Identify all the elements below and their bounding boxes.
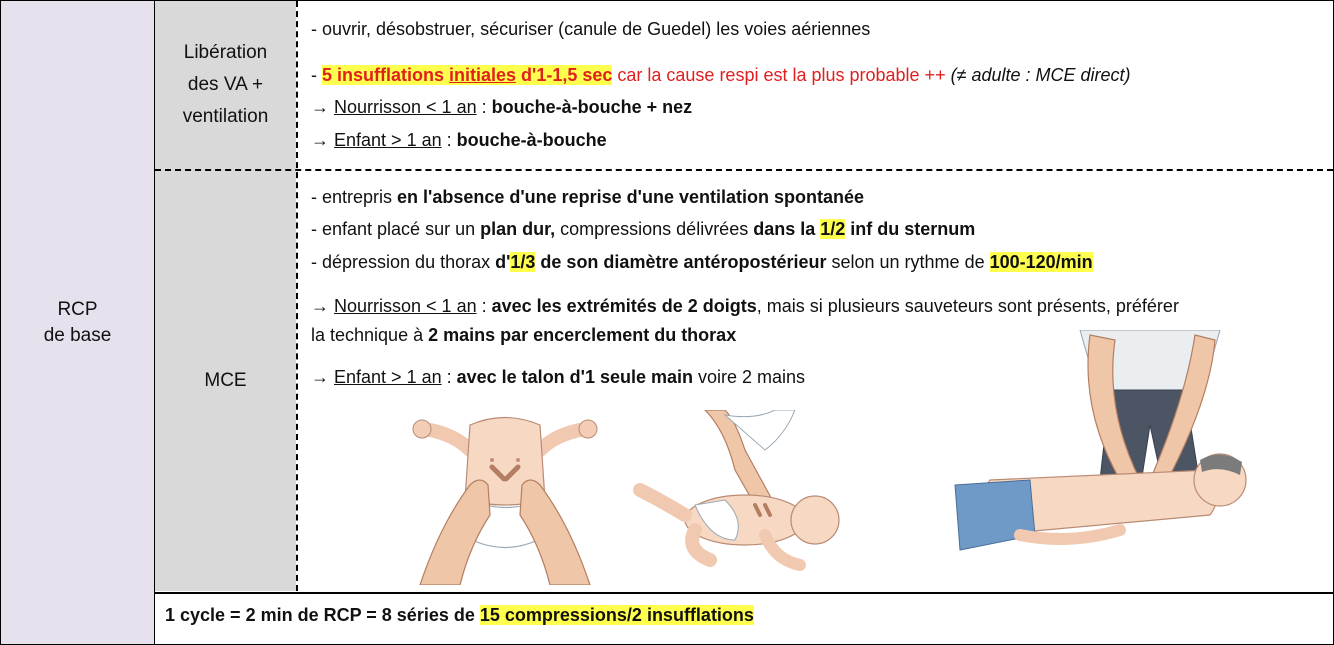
arrow-icon: → [311,296,335,316]
mce-line-3: - dépression du thorax d'1/3 de son diamètre antéropostérieur selon un rythme de 100-120/min [311,252,1093,272]
subheader-column [155,1,296,591]
va-line-3: → Nourrisson < 1 an : bouche-à-bouche + nez [311,97,693,117]
va-label-line: ventilation [182,106,269,127]
child-one-hand-illustration [950,330,1250,575]
rcp-column [1,1,155,644]
va-line-2: - 5 insufflations initiales d'1-1,5 sec car la cause respi est la plus probable ++ (≠ adulte : MCE direct) [311,65,1131,85]
horizontal-dashed-divider [155,169,1333,171]
arrow-icon: → [311,130,335,150]
rcp-label-line2: de base [43,324,112,346]
va-line-4: → Enfant > 1 an : bouche-à-bouche [311,130,607,150]
mce-line-2: - enfant placé sur un plan dur, compressions délivrées dans la 1/2 inf du sternum [311,219,976,239]
rcp-label [44,297,112,349]
infant-two-hands-encircling-illustration [400,405,610,585]
rcp-label-line1: RCP [57,298,98,320]
mce-line-1: - entrepris en l'absence d'une reprise d'une ventilation spontanée [311,187,864,207]
vertical-dashed-divider [296,1,298,591]
cycle-summary: 1 cycle = 2 min de RCP = 8 séries de 15 compressions/2 insufflations [165,605,754,625]
mce-line-4: → Nourrisson < 1 an : avec les extrémités de 2 doigts, mais si plusieurs sauveteurs sont présents, préférer [311,296,1179,316]
mce-label: MCE [204,370,247,391]
va-line-1: - ouvrir, désobstruer, sécuriser (canule de Guedel) les voies aériennes [311,19,871,39]
footer-divider [155,592,1333,594]
mce-line-6: → Enfant > 1 an : avec le talon d'1 seule main voire 2 mains [311,367,806,387]
infant-two-finger-illustration [625,410,845,580]
va-label-line: des VA + [187,74,264,95]
va-label [155,1,296,169]
arrow-icon: → [311,367,335,387]
mce-line-5: la technique à 2 mains par encerclement du thorax [311,325,737,345]
arrow-icon: → [311,97,335,117]
va-label-line: Libération [183,42,268,63]
